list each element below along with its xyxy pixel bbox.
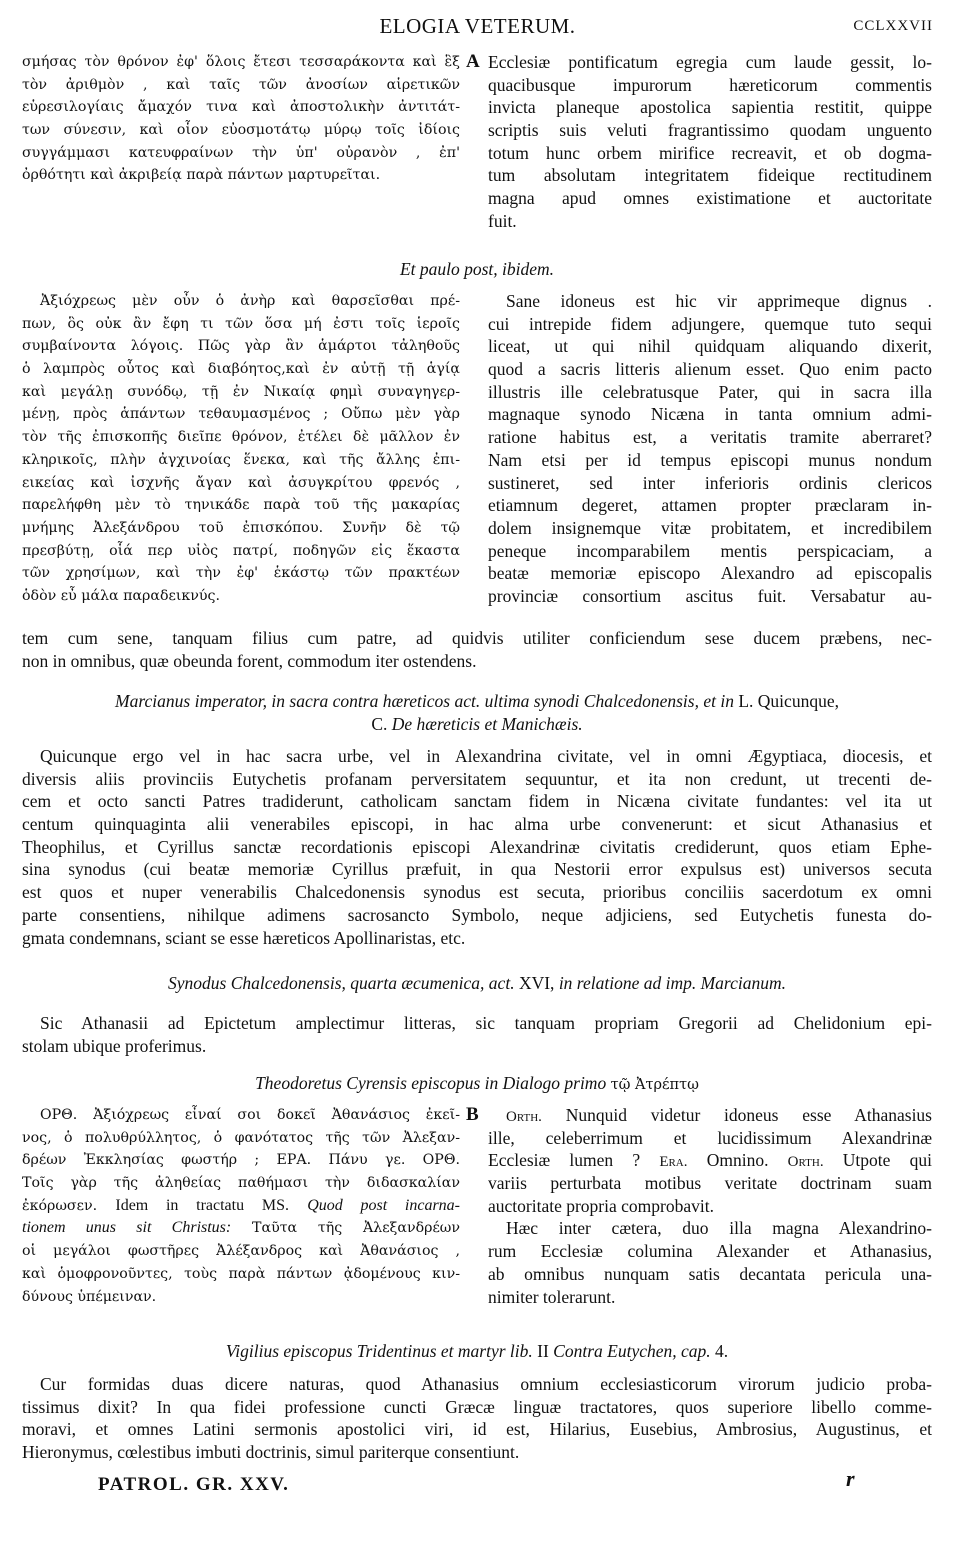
section-heading-marcianus (22, 690, 932, 735)
latin-line: moravi, et omnes Latini sermonis apostolici viri, id est, Hilarius, Eusebius, Ambrosius, Augustinus, et (22, 1419, 932, 1440)
greek-line-mixed (22, 1195, 460, 1218)
greek-line: οἱ μεγάλοι φωστῆρες Ἀλέξανδρος καὶ Ἀθανάσιος , (22, 1243, 460, 1260)
heading-text: 4. (715, 1341, 729, 1361)
latin-line: sina synodus (cui beatæ memoriæ Cyrillus præfuit, in qua Nestorii error expulsus est) universos secuta (22, 859, 932, 880)
latin-line: parte consentiens, nihilque adimens sacrosancto Symbolo, neque adjiciens, sed Eutychetis funesta do- (22, 904, 932, 925)
heading-text: XVI, (518, 973, 555, 993)
greek-line: εικείας καὶ ἰσχνῆς ἄγαν καὶ ἀσυγκρίτου φρενός , (22, 474, 460, 491)
latin-line: tem cum sene, tanquam filius cum patre, ad quidvis utiliter conficiendum sese ducem præbens, nec- (22, 628, 932, 648)
running-header (0, 14, 955, 42)
greek-line: δρέων Ἐκκλησίας φωστήρ ; ΕΡΑ. Πάνυ γε. ΟΡΘ. (22, 1152, 460, 1169)
greek-line: καὶ μεγάλῃ συνόδῳ, τῇ ἐν Νικαίᾳ φημὶ συναγηγερ- (22, 383, 460, 400)
section-heading-theodoretus (22, 1072, 932, 1097)
latin-line: centum quinquaginta alii venerabiles episcopi, in hac alma urbe convenerunt: et sicut Athanasius et (22, 814, 932, 835)
latin-line: peneque incomparabilem mentis perspicaciam, a (488, 540, 932, 561)
heading-text: II (537, 1341, 549, 1361)
latin-line: Cur formidas duas dicere naturas, quod Athanasius omnium ecclesiasticorum virorum judicio proba- (40, 1374, 932, 1394)
footer-signature-mark: r (846, 1466, 855, 1491)
latin-line: Theophilus, et Cyrillus sanctæ recordationis episcopi Alexandrinæ civitatis crediderunt, quos etiam Ephe- (22, 836, 932, 857)
greek-text: Ταῦτα τῆς Ἀλεξανδρέων (252, 1220, 460, 1237)
heading-line (22, 690, 932, 713)
paragraph-synodus (22, 1012, 932, 1057)
greek-line: μνήμης Ἀλεξάνδρου τοῦ ἐπισκόπου. Συνῆν δὲ τῷ (22, 519, 460, 536)
latin-line: illustris ille celebratusque Pater, qui in sacra illa (488, 381, 932, 402)
section-heading-synodus (22, 972, 932, 995)
latin-line: stolam ubique proferimus. (22, 1035, 207, 1056)
greek-text: ἐκόρωσεν. (22, 1197, 98, 1214)
latin-line: etiamnum degeret, attamen propter præclaram in- (488, 495, 932, 516)
latin-line: ratione habitus est, a veritatis tramite aberraret? (488, 427, 932, 448)
heading-text: in relatione ad imp. Marcianum. (558, 973, 786, 993)
latin-text: Nunquid videtur idoneus esse Athanasius (541, 1105, 932, 1125)
latin-text: Ecclesiæ lumen ? (488, 1150, 660, 1171)
greek-line: νος, ὁ πολυθρύλλητος, ὁ φανότατος τῆς τῶν Ἀλεξαν- (22, 1129, 460, 1146)
latin-line: non in omnibus, quæ obeunda forent, commodum iter ostendens. (22, 650, 477, 671)
greek-line-mixed (22, 1217, 460, 1240)
latin-line: fuit. (488, 210, 517, 231)
heading-text: De hæreticis et Manichæis. (391, 713, 583, 734)
greek-line: εὑρεσιλογίαις ἄμαχόν τινα καὶ ἀποστολικὴν ἀντιτάτ- (22, 99, 460, 116)
heading-text: C. (371, 713, 388, 734)
greek-line: συμβαίνοντα λόγοις. Πῶς γὰρ ἂν ἁμάρτοι τἀληθοῦς (22, 338, 460, 355)
heading-text: Theodoretus Cyrensis episcopus in Dialogo primo (255, 1073, 607, 1093)
greek-line: τὸν ἀριθμὸν , καὶ ταῖς τῶν ἀνοσίων αἱρετικῶν (22, 76, 460, 93)
latin-line: quacibusque impurorum hæreticorum commentis (488, 74, 932, 95)
greek-line: καὶ ὁμοφρονοῦντες, τοὺς παρὰ πάντων ᾀδομένους κιν- (22, 1265, 460, 1282)
latin-line: scriptis suis veluti fragrantissimo quodam unguento (488, 120, 932, 141)
heading-text: Contra Eutychen, cap. (553, 1341, 711, 1361)
greek-line: των σύνεσιν, καὶ οἷον εὐοσμοτάτῳ μύρῳ τοῖς ἰδίοις (22, 122, 460, 139)
latin-column-2 (488, 290, 932, 608)
heading-text: L. (738, 691, 754, 711)
latin-italic-text: Quod post incarna- (307, 1196, 460, 1214)
greek-line: παρελήφθη μὲν τὸ τηνικάδε παρὰ τοῦ τῆς μακαρίας (22, 497, 460, 514)
latin-line: tissimus dixit? In qua fidei professione cuncti Græcæ linguæ tractatores, quos superiore libello comme- (22, 1396, 932, 1417)
page-number: CCLXXVII (853, 18, 933, 34)
greek-line: κληρικοῖς, πλὴν ἀγχινοίας ἕνεκα, καὶ τῆς ἄλλης ἐπι- (22, 451, 460, 468)
latin-line: invicta planeque apostolica sapientia restitit, quippe (488, 97, 932, 118)
greek-line: πων, ὃς οὐκ ἂν ἔφη τι τῶν ὅσα μή ἐστι τοῖς ἱεροῖς (22, 315, 460, 332)
latin-line: magna apud omnes existimatione et auctoritate (488, 188, 932, 209)
latin-text: Idem in tractatu MS. (115, 1196, 289, 1214)
column-marker-a: A (466, 51, 480, 72)
greek-column-2 (22, 290, 460, 608)
latin-line: Ecclesiæ pontificatum egregia cum laude gessit, lo- (488, 52, 932, 72)
latin-text: Utpote qui (823, 1150, 932, 1171)
greek-line: πρεσβύτῃ, οἷά περ υἱὸς πατρί, ποδηγῶν εἰς ἕκαστα (22, 542, 460, 559)
latin-line: Sane idoneus est hic vir apprimeque dignus . (506, 291, 932, 311)
latin-column-3 (488, 1104, 932, 1308)
latin-line: ille, celeberrimum et lucidissimum Alexandrinæ (488, 1127, 932, 1148)
speaker-label: Orth. (506, 1109, 542, 1125)
speaker-label: Orth. (787, 1154, 824, 1171)
section-heading-vigilius (22, 1340, 932, 1363)
latin-continuation (22, 627, 932, 672)
header-title: ELOGIA VETERUM. (379, 14, 576, 38)
heading-text: Synodus Chalcedonensis, quarta æcumenica, act. (168, 973, 515, 993)
greek-line: ΟΡΘ. Ἀξιόχρεως εἶναί σοι δοκεῖ Ἀθανάσιος ἐκεῖ- (40, 1107, 460, 1123)
greek-line: συγγάμμασι κατευφραίνων τὴν ὑπ' οὐρανὸν , ἐπ' (22, 144, 460, 161)
greek-line: ὁ λαμπρὸς οὗτος καὶ διαβόητος,καὶ ἐν αὐτῇ τῇ ἁγίᾳ (22, 361, 460, 378)
heading-text: τῷ Ἀτρέπτῳ (610, 1077, 699, 1093)
greek-line: τὸν τῆς ἐπισκοπῆς διεῖπε θρόνον, ἐτέλει δὲ μᾶλλον ἐν (22, 429, 460, 446)
latin-line: diversis aliis provinciis Eutychetis profanam perversitatem sequuntur, et ita non credunt, ut trecenti de- (22, 768, 932, 789)
greek-line: ὁδὸν εὖ μάλα παραδεικνύς. (22, 587, 220, 604)
latin-line: beatæ memoriæ episcopo Alexandro ad episcopalis (488, 563, 932, 584)
greek-column-1 (22, 51, 460, 187)
column-marker-b: B (466, 1104, 479, 1125)
latin-line: Nam etsi per id tempus episcopi munus nondum (488, 449, 932, 470)
latin-line: totum hunc orbem mirifice recreavit, et ob dogma- (488, 142, 932, 163)
latin-line: provinciæ consortium ascitus fuit. Versabatur au- (488, 585, 932, 606)
latin-line: Quicunque ergo vel in hac sacra urbe, vel in Alexandrina civitate, vel in omni Ægyptiaca, diocesis, et (40, 746, 932, 766)
latin-line: cui intrepide fidem adjungere, quemque tuto sequi (488, 313, 932, 334)
heading-text: Marcianus imperator, in sacra contra hæreticos act. ultima synodi Chalcedonensis, et in (115, 691, 734, 711)
speaker-label: Era. (659, 1154, 688, 1171)
latin-line: nimiter tolerarunt. (488, 1286, 616, 1307)
latin-line: sustineret, sed inter inferioris ordinis clericos (488, 472, 932, 493)
latin-line: ab omnibus nunquam satis decantata pericula una- (488, 1263, 932, 1284)
latin-line (488, 1149, 932, 1172)
heading-text: Quicunque, (757, 691, 839, 711)
latin-line: gmata condemnans, sciant se esse hæreticos Apollinaristas, etc. (22, 927, 466, 948)
section-heading-paulo-post: Et paulo post, ibidem. (399, 259, 555, 279)
greek-line: ὀρθότητι καὶ ἀκριβείᾳ παρὰ πάντων μαρτυρεῖται. (22, 167, 381, 184)
latin-text: Omnino. (687, 1150, 788, 1171)
latin-line: est quos et nuper venerabilis Chalcedonensis synodus est secuta, prioribus conciliis sacerdotum ex omni (22, 882, 932, 903)
latin-line: quod a sacris litteris alienum esset. Quo enim pacto (488, 359, 932, 380)
latin-line: cem et octo sancti Patres tradiderunt, catholicam sanctam fidem in Nicæna civitate fundantes: vel ita ut (22, 791, 932, 812)
latin-line: magnaque synodo Nicæna in tanta omnium admi- (488, 404, 932, 425)
latin-column-1 (488, 51, 932, 233)
latin-line: Hæc inter cætera, duo illa magna Alexandrino- (506, 1218, 932, 1239)
greek-line: σμήσας τὸν θρόνον ἐφ' ὅλοις ἔτεσι τεσσαράκοντα καὶ ἓξ (22, 54, 460, 70)
greek-line: μένῃ, πρὸς ἁπάντων τεθαυμασμένος ; Οὔπω μὲν γὰρ (22, 406, 460, 423)
greek-line: τῶν χρησίμων, καὶ τὴν ἐφ' ἑκάστῳ τῶν πρακτέων (22, 565, 460, 582)
latin-line: tum absolutam integritatem fideique rectitudinem (488, 165, 932, 186)
latin-line (488, 1104, 932, 1127)
latin-italic-text: tionem unus sit Christus: (22, 1219, 232, 1237)
paragraph-vigilius (22, 1373, 932, 1464)
heading-text: Vigilius episcopus Tridentinus et martyr lib. (225, 1341, 533, 1361)
latin-line: Sic Athanasii ad Epictetum amplectimur litteras, sic tanquam propriam Gregorii ad Chelidonium epi- (40, 1013, 932, 1033)
latin-line: liceat, ut qui nihil quidquam aliquando dixerit, (488, 336, 932, 357)
greek-line: Ἀξιόχρεως μὲν οὖν ὁ ἀνὴρ καὶ θαρσεῖσθαι πρέ- (40, 293, 460, 309)
heading-line (22, 713, 932, 736)
greek-line: δύνους ὑπέμειναν. (22, 1288, 157, 1305)
latin-line: rum Ecclesiæ columina Alexander et Athanasius, (488, 1241, 932, 1262)
latin-line: auctoritate propria comprobavit. (488, 1195, 714, 1216)
latin-line: dolem insignemque vitæ probitatem, et incredibilem (488, 517, 932, 538)
paragraph-marcianus (22, 745, 932, 949)
footer-signature: PATROL. GR. XXV. (98, 1474, 290, 1495)
latin-line: Hieronymus, cœlestibus imbuti doctrinis, simul pariterque consentiunt. (22, 1442, 520, 1463)
latin-line: variis perturbata motibus veritate doctrinam suam (488, 1173, 932, 1194)
greek-line: Τοῖς γὰρ τῆς ἀληθείας παθήμασι τὴν διδασκαλίαν (22, 1175, 460, 1192)
greek-column-3 (22, 1104, 460, 1308)
